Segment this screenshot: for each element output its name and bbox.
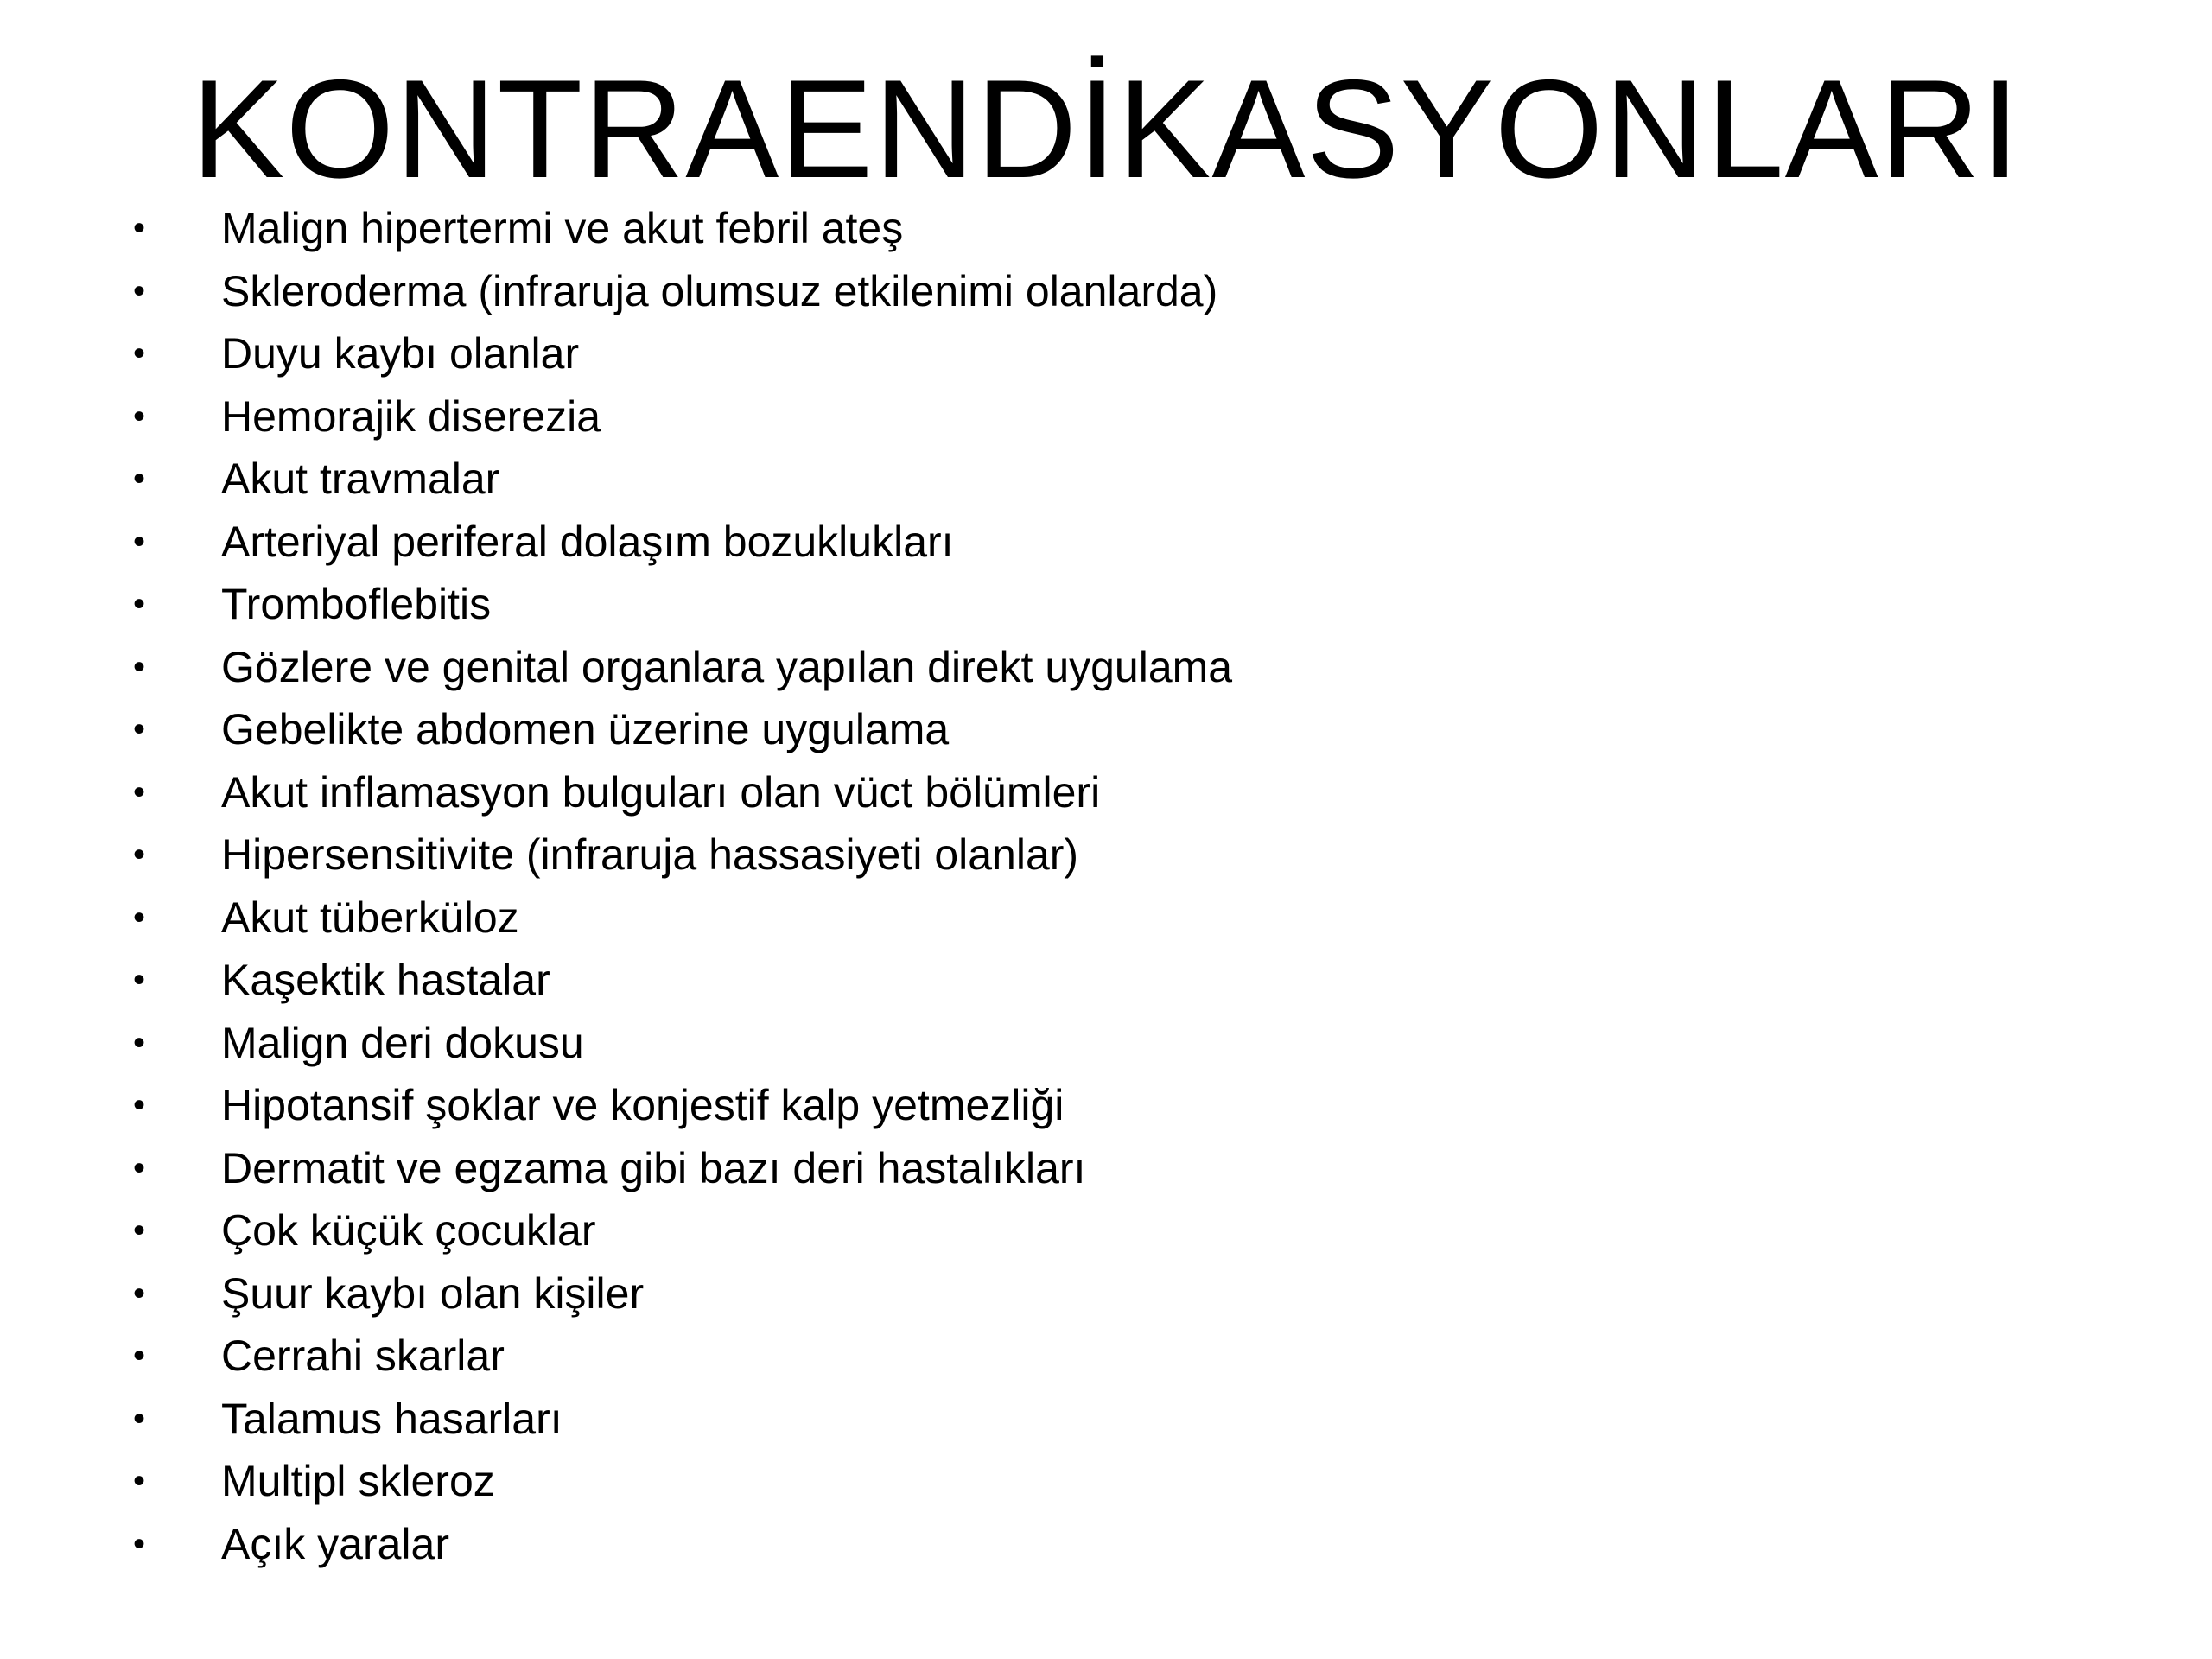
list-item-text: Malign deri dokusu <box>221 1018 584 1067</box>
bullet-icon: • <box>133 522 146 561</box>
list-item <box>130 322 1232 385</box>
list-item <box>130 698 1232 761</box>
bullet-icon: • <box>133 772 146 811</box>
list-item-text: Dermatit ve egzama gibi bazı deri hastalıkları <box>221 1143 1086 1192</box>
list-item-text: Akut travmalar <box>221 454 500 504</box>
list-item <box>130 1325 1232 1388</box>
list-item-text: Multipl skleroz <box>221 1457 495 1506</box>
bullet-icon: • <box>133 1399 146 1438</box>
list-item <box>130 1262 1232 1325</box>
bullet-icon: • <box>133 961 146 1000</box>
list-item-text: Tromboflebitis <box>221 580 492 629</box>
list-item <box>130 1450 1232 1513</box>
list-item-text: Şuur kaybı olan kişiler <box>221 1268 645 1318</box>
bullet-icon: • <box>133 1211 146 1250</box>
list-item-text: Arteriyal periferal dolaşım bozuklukları <box>221 517 954 566</box>
list-item-text: Açık yaralar <box>221 1519 449 1568</box>
list-item-text: Hemorajik diserezia <box>221 391 601 441</box>
list-item-text: Gebelikte abdomen üzerine uygulama <box>221 705 950 754</box>
bullet-icon: • <box>133 1274 146 1313</box>
list-item <box>130 1137 1232 1200</box>
bullet-icon: • <box>133 836 146 874</box>
bullet-icon: • <box>133 1462 146 1501</box>
list-item-text: Hipersensitivite (infraruja hassasiyeti olanlar) <box>221 830 1079 880</box>
bullet-icon: • <box>133 1086 146 1125</box>
list-item <box>130 385 1232 448</box>
bullet-icon: • <box>133 334 146 373</box>
list-item <box>130 1074 1232 1137</box>
list-item-text: Gözlere ve genital organlara yapılan direkt uygulama <box>221 642 1233 691</box>
bullet-icon: • <box>133 397 146 435</box>
list-item <box>130 1388 1232 1451</box>
slide-title: KONTRAENDİKASYONLARI <box>191 51 2021 207</box>
list-item <box>130 573 1232 636</box>
list-item <box>130 1012 1232 1075</box>
list-item-text: Akut tüberküloz <box>221 893 519 942</box>
bullet-icon: • <box>133 460 146 499</box>
list-item <box>130 761 1232 824</box>
bullet-icon: • <box>133 647 146 686</box>
list-item-text: Hipotansif şoklar ve konjestif kalp yetmezliği <box>221 1081 1065 1130</box>
list-item-text: Duyu kaybı olanlar <box>221 329 580 378</box>
list-item-text: Cerrahi skarlar <box>221 1332 505 1381</box>
list-item-text: Akut inflamasyon bulguları olan vüct bölümleri <box>221 767 1101 817</box>
list-item-text: Talamus hasarları <box>221 1394 563 1443</box>
list-item <box>130 823 1232 887</box>
list-item-text: Skleroderma (infraruja olumsuz etkilenimi olanlarda) <box>221 266 1218 315</box>
list-item-text: Çok küçük çocuklar <box>221 1206 596 1255</box>
list-item <box>130 197 1232 260</box>
list-item <box>130 949 1232 1012</box>
list-item <box>130 1513 1232 1576</box>
bullet-icon: • <box>133 209 146 248</box>
bullet-icon: • <box>133 1023 146 1062</box>
list-item <box>130 448 1232 511</box>
list-item <box>130 260 1232 323</box>
list-item <box>130 887 1232 950</box>
list-item-text: Malign hipertermi ve akut febril ateş <box>221 204 904 253</box>
list-item-text: Kaşektik hastalar <box>221 956 550 1005</box>
bullet-icon: • <box>133 1524 146 1563</box>
bullet-icon: • <box>133 585 146 624</box>
contraindication-list <box>130 197 1232 1575</box>
list-item <box>130 636 1232 699</box>
bullet-icon: • <box>133 1337 146 1376</box>
bullet-icon: • <box>133 710 146 749</box>
bullet-icon: • <box>133 1148 146 1187</box>
bullet-icon: • <box>133 898 146 937</box>
list-item <box>130 1199 1232 1262</box>
bullet-icon: • <box>133 271 146 310</box>
list-item <box>130 511 1232 574</box>
